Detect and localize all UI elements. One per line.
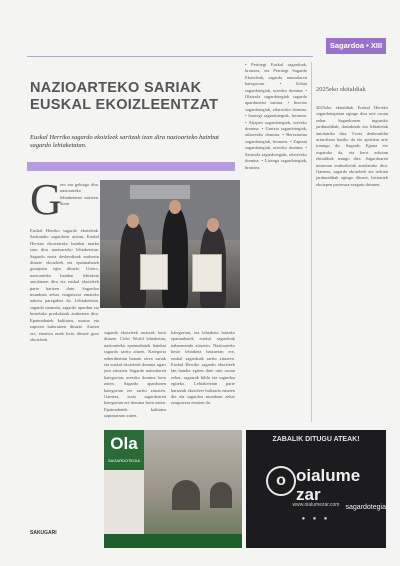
sidebar-title: 2025eko ekitaldiak: [316, 86, 366, 93]
section-tab: Sagardoa • XIII: [326, 38, 386, 54]
title-rule: [27, 162, 235, 171]
author-credit: [30, 530, 57, 537]
article-title: NAZIOARTEKO SARIAK EUSKAL EKOIZLEENTZAT: [30, 80, 219, 113]
ad-brand-name: oialume zar: [296, 466, 361, 504]
sidebar-body: 2025eko ekitaldiak Euskal Herriko sagardotegietan egingo dira urte osoan zehar. Sagardoaren inguruko jardunaldiak, dastaketak eta lehiaketak antolatuko dira. Txotx denboraldia urtarrilean hasiko da eta apirilera arte iraungo du. Sagardo Eguna ere ospatuko da, eta herri askotan ekitaldiak izango dira. Sagardoaren museoan erakusketak antolatuko dira. Gainera, sagardo ekoizleek ate irekien jardunaldiak egingo dituzte, bisitariek ekoizpen prozesua ezagutu dezaten.: [316, 105, 388, 187]
ad-brand-sub: sagardotegia: [345, 504, 386, 511]
ad-oialume-zar[interactable]: [246, 430, 386, 548]
award-photo: [100, 180, 240, 308]
ad-contact-bar: [104, 534, 242, 548]
column-divider: [311, 62, 312, 422]
person-right-head: [207, 218, 219, 232]
photo-banner: [130, 185, 190, 199]
person-left-head: [127, 214, 139, 228]
ad-headline: ZABALIK DITUGU ATEAK!: [272, 436, 360, 443]
ola-logo: [104, 430, 144, 470]
certificate-left: [140, 254, 168, 290]
ola-logo-text: Ola: [110, 434, 138, 453]
certificate-right: [192, 254, 222, 292]
column-3: kategorian, eta lehiaketa hartako epaimahaiek euskal sagardoak nabarmendu zituzten. Nazioarteko beste lehiaketa batzuetan ere, euskal sagardoak saritu zituzten. Euskal Herriko sagardo ekoizleek lan handia egiten dute urte osoan zehar, sagarrak bildu eta sagardoa egiteko. Lehiaketetan parte hartzeak ekoizleei bultzada ematen die eta sagardoa munduan zehar ezagutzera ematen du.: [171, 330, 235, 406]
header-rule: [27, 56, 313, 57]
drop-cap: G: [30, 175, 62, 224]
ad-ola-sagardotegia[interactable]: [104, 430, 242, 548]
person-center-head: [169, 200, 181, 214]
building-arch: [172, 480, 200, 510]
column-1-intro: ero eta gehiago dira nazioarteko lehiaketetan saritzen diren: [60, 182, 98, 207]
column-2: sagardo ekoizleek saritzak lortu dituzte. Cider World lehiaketan, nazioarteko epaimahaiek hainbat sagardo saritu zituen. Kategoria ezberdinetan banatu ziren sariak eta euskal ekoizleek domina ugari jaso zituzten. Sagardo naturalaren kategorian, urrezko domina lortu zuten. Sagardo apardunen kategorian ere saritu zituzten. Gainera, izotz sagardoaren kategorian ere domina lortu zuten. Epaimahaiek kalitatea azpimarratu zuten.: [104, 330, 166, 419]
article-subtitle: Euskal Herriko sagardo ekoizleek saritzak izan dira nazioarteko hainbat sagardo lehiaketatan.: [30, 134, 219, 149]
author-name: SAKUGARI: [30, 530, 57, 536]
ad-website[interactable]: www.oialumezar.com: [292, 502, 340, 508]
column-1-body: Euskal Herriko sagardo ekoizleak. Saritutako sagardoen artean, Euskal Herrian ekoiztutako hainbat marka izan dira nazioarteko lehiaketetan. Sagardo mota desberdinak aurkeztu dituzte ekoizleek eta epaimahaiek goraipatu egin dituzte. Urtero, nazioarteko hainbat lehiaketa antolatzen dira eta euskal ekoizleek parte hartzen dute. Sagardoa munduan zehar ezagutzera emateko aukera paregabea da. Lehiaketetan, sagardo naturala, sagardo apardun eta bestelako produktuak aurkezten dira. Epaimahaiek kalitatea, usaina eta zaporea baloratzen dituzte. Aurten ere, emaitza onak lortu dituzte gure ekoizleek.: [30, 228, 99, 342]
column-4: • Petritegi Euskal sagardoak, bronzea, eta Petritegi Sagardo Ekoizleak, sagardo naturalaren kategorian. • Zelaia sagardotegiak, urrezko domina. • Olaizola sagardotegiak sagardo apardunean saritua. • Iturrioz sagardotegiak, zilarrezko domina. • Isastegi sagardotegiak, bronzea. • Aitzpea sagardotegiak, urrezko domina. • Gartzia sagardotegiak, zilarrezko domina. • Bereziartua sagardotegiak, bronzea. • Zapiain sagardotegiak, urrezko domina. • Sarasola sagardotegiak, zilarrezko domina. • Lizeaga sagardotegiak, bronzea.: [245, 62, 307, 170]
circle-o-logo-icon: o: [266, 466, 296, 496]
ola-logo-sub: SAGARDOTEGIA: [107, 458, 140, 463]
building-arch-2: [210, 482, 232, 508]
social-icons[interactable]: ● ● ●: [301, 516, 331, 522]
